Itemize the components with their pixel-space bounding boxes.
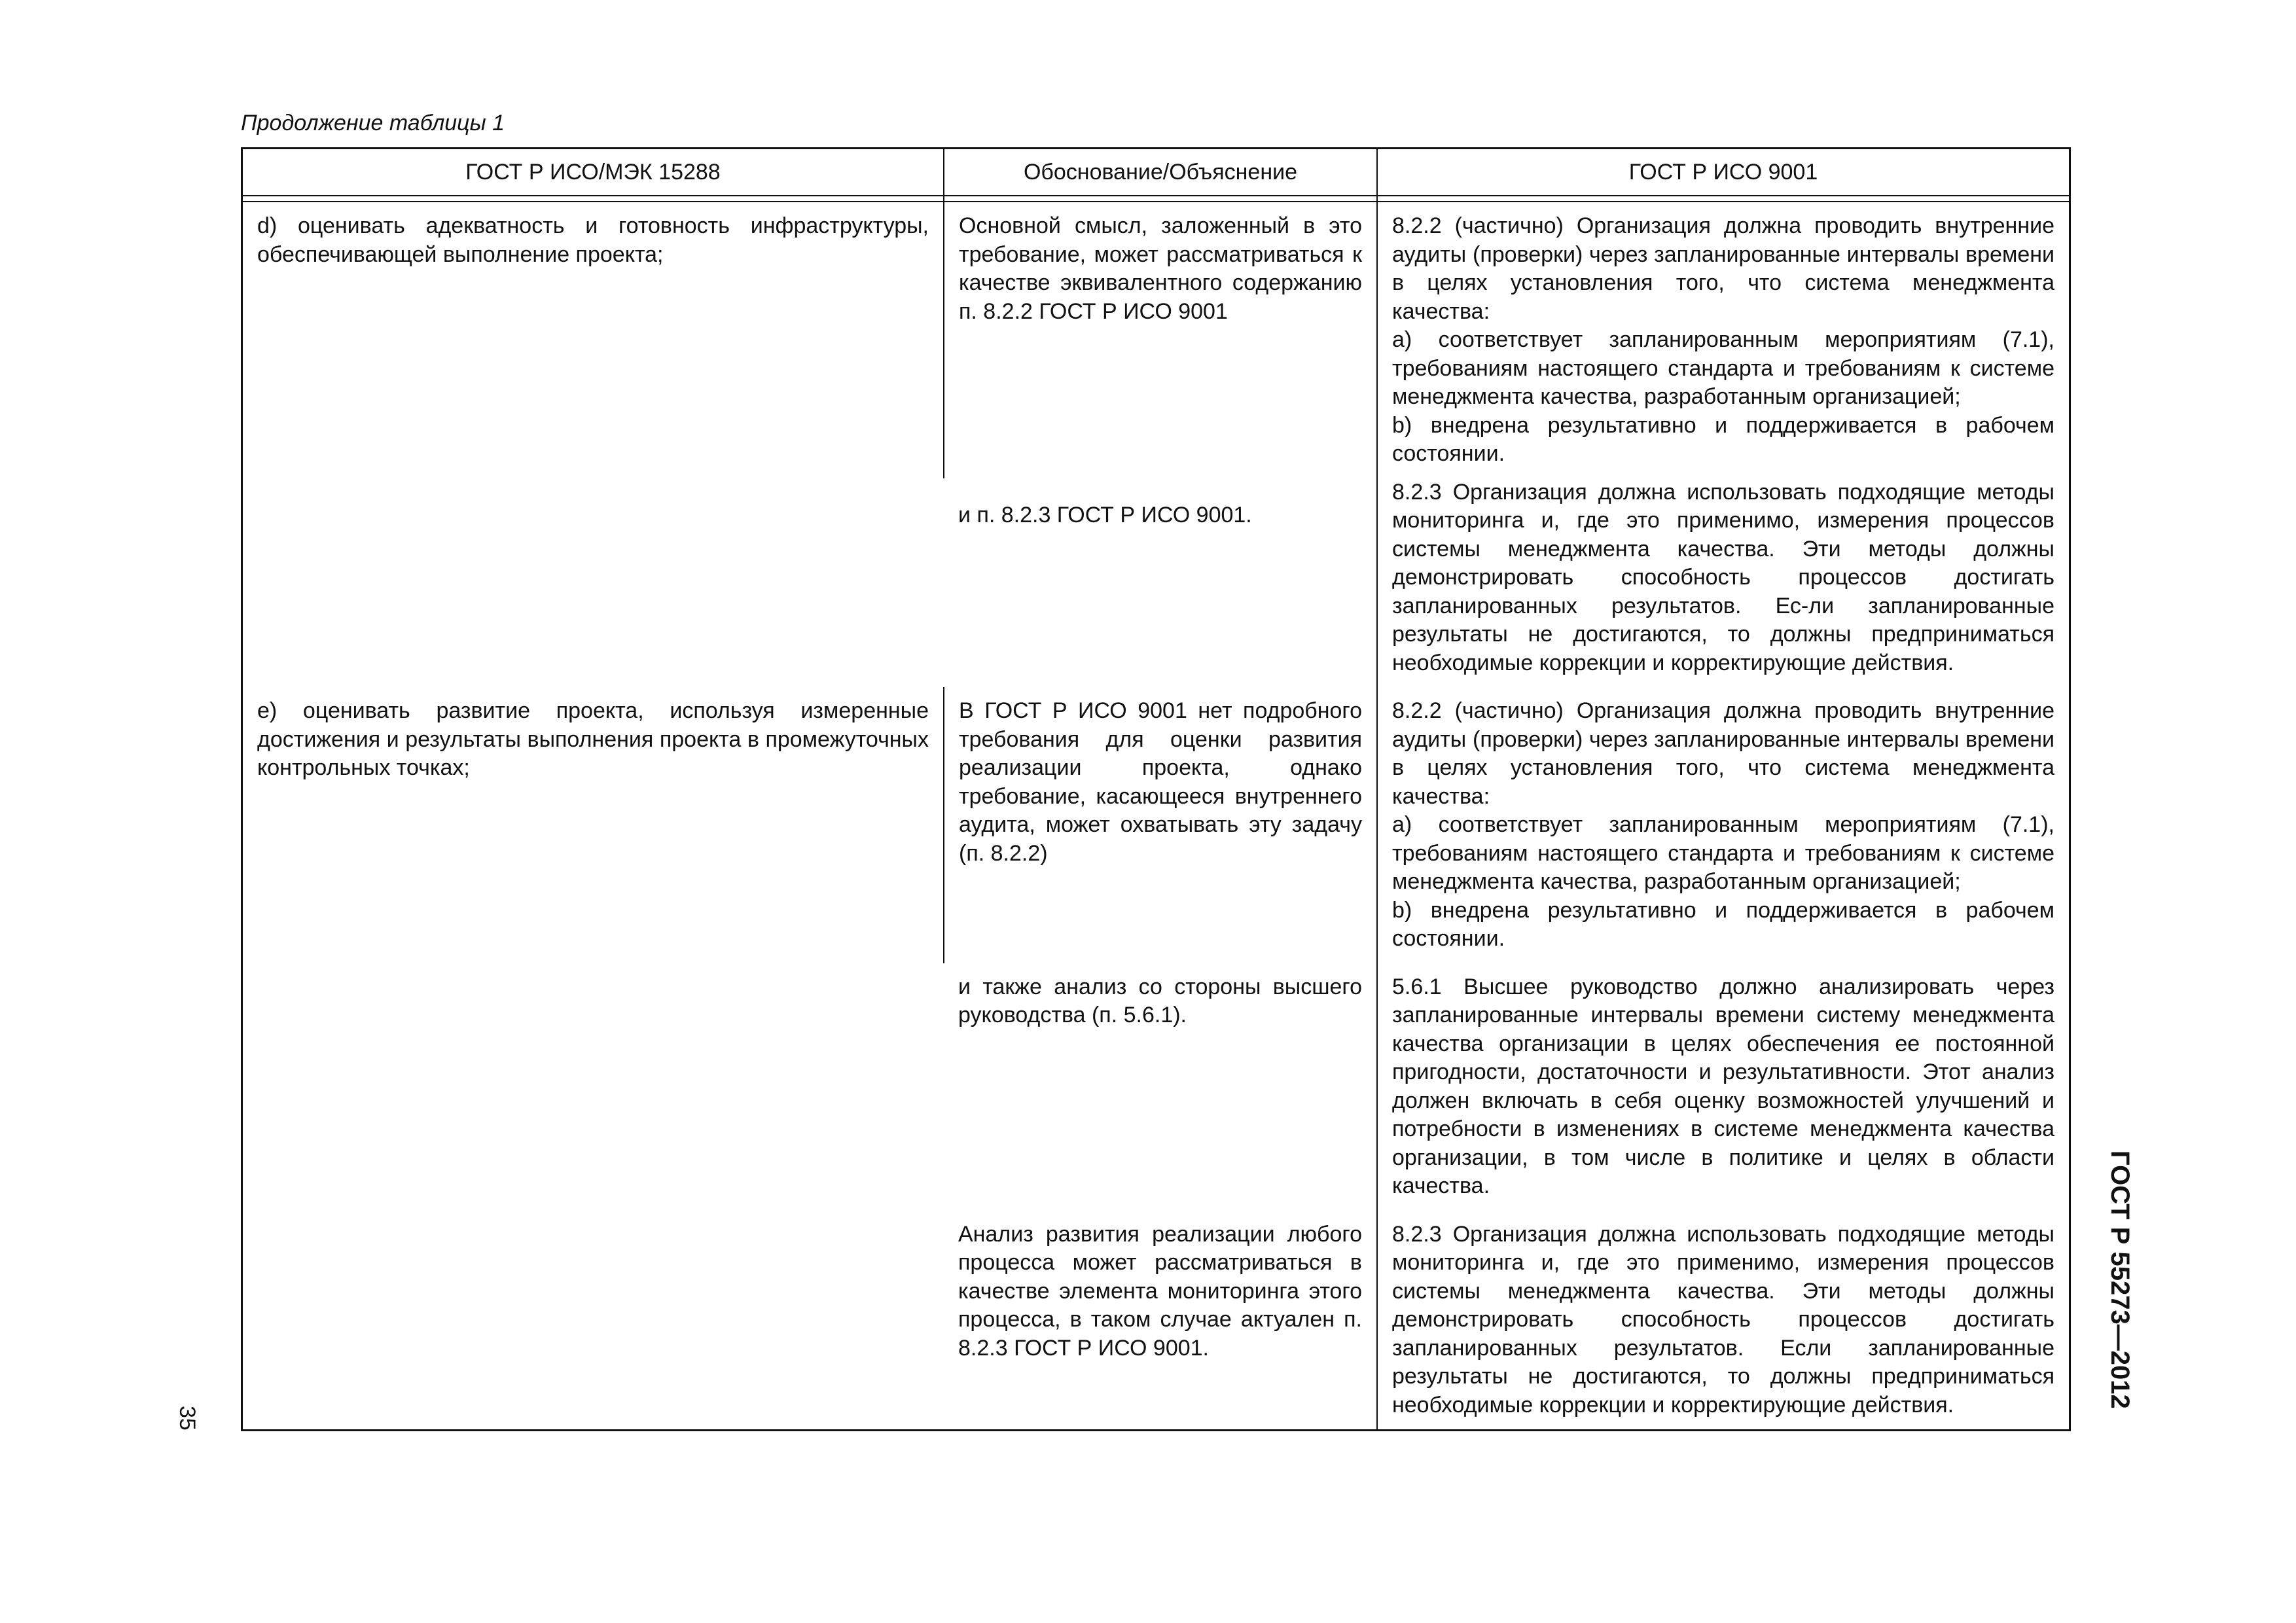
explanation-cell: Основной смысл, заложенный в это требование, может рассматриваться к качестве эквивалентного содержанию п. 8.2.2 ГОСТ Р ИСО 9001 [944, 202, 1377, 478]
reference-paragraph: 8.2.2 (частично) Организация должна проводить внутренние аудиты (проверки) через запланированные интервалы времени в целях установления того, что система менеджмента качества: [1392, 213, 2054, 324]
header-row [243, 149, 2069, 196]
reference-paragraph: 8.2.2 (частично) Организация должна проводить внутренние аудиты (проверки) через запланированные интервалы времени в целях установления того, что система менеджмента качества: [1392, 698, 2054, 809]
explanation-cell: Анализ развития реализации любого процесса может рассматриваться в качестве элемента мониторинга этого процесса, в таком случае актуален п. 8.2.3 ГОСТ Р ИСО 9001. [958, 1221, 1362, 1361]
reference-paragraph: 8.2.3 Организация должна использовать подходящие методы мониторинга и, где это применимо, измерения процессов системы менеджмента качества. Эти методы должны демонстрировать способность процессов достигать запланированных результатов. Ес-ли запланированные результаты не достигаются, то должны предприниматься необходимые коррекции и корректирующие действия. [1392, 479, 2054, 675]
reference-cell [1377, 687, 2069, 963]
reference-paragraph: b) внедрена результативно и поддерживается в рабочем состоянии. [1392, 897, 2054, 951]
table-caption: Продолжение таблицы 1 [241, 111, 505, 135]
header-rule-cell [944, 196, 1377, 202]
table-row-e [243, 687, 2069, 963]
header-double-rule [243, 196, 2069, 202]
reference-cell [1377, 202, 2069, 478]
reference-cell [1377, 963, 2069, 1211]
header-rule-cell [1377, 196, 2069, 202]
reference-paragraph: 5.6.1 Высшее руководство должно анализировать через запланированные интервалы времени систему менеджмента качества организации в целях обеспечения ее постоянной пригодности, достаточности и результативности. Этот анализ должен включать в себя оценку возможностей улучшений и потребности в изменениях в системе менеджмента качества организации, в том числе в политике и целях в области качества. [1392, 974, 2054, 1198]
explanation-cell: и также анализ со стороны высшего руководства (п. 5.6.1). [958, 974, 1362, 1027]
standards-comparison-table [241, 147, 2071, 1431]
page-number: 35 [175, 1406, 200, 1431]
reference-paragraph: a) соответствует запланированным мероприятиям (7.1), требованиям настоящего стандарта и требованиям к системе менеджмента качества, разработанным организацией; [1392, 327, 2054, 409]
requirement-cell-d: d) оценивать адекватность и готовность инфраструктуры, обеспечивающей выполнение проекта; [257, 213, 929, 267]
reference-cell [1377, 478, 2069, 688]
header-iso-9001: ГОСТ Р ИСО 9001 [1377, 149, 2069, 196]
explanation-cell: и п. 8.2.3 ГОСТ Р ИСО 9001. [958, 502, 1252, 527]
table-row-d [243, 202, 2069, 478]
requirement-cell-e: e) оценивать развитие проекта, используя измеренные достижения и результаты выполнения проекта в промежуточных контрольных точках; [257, 698, 929, 780]
header-iso-iec-15288: ГОСТ Р ИСО/МЭК 15288 [465, 160, 721, 185]
table-grid [243, 149, 2069, 1429]
header-explanation: Обоснование/Объяснение [944, 149, 1377, 196]
reference-paragraph: 8.2.3 Организация должна использовать подходящие методы мониторинга и, где это применимо, измерения процессов системы менеджмента качества. Эти методы должны демонстрировать способность процессов достигать запланированных результатов. Если запланированные результаты не достигаются, то должны предприниматься необходимые коррекции и корректирующие действия. [1392, 1221, 2054, 1418]
reference-cell [1377, 1211, 2069, 1430]
explanation-cell: В ГОСТ Р ИСО 9001 нет подробного требования для оценки развития реализации проекта, однако требование, касающееся внутреннего аудита, может охватывать эту задачу (п. 8.2.2) [944, 687, 1377, 963]
reference-paragraph: b) внедрена результативно и поддерживается в рабочем состоянии. [1392, 412, 2054, 466]
document-id: ГОСТ Р 55273—2012 [2106, 1150, 2134, 1409]
reference-paragraph: a) соответствует запланированным мероприятиям (7.1), требованиям настоящего стандарта и требованиям к системе менеджмента качества, разработанным организацией; [1392, 812, 2054, 894]
header-rule-cell [243, 196, 944, 202]
